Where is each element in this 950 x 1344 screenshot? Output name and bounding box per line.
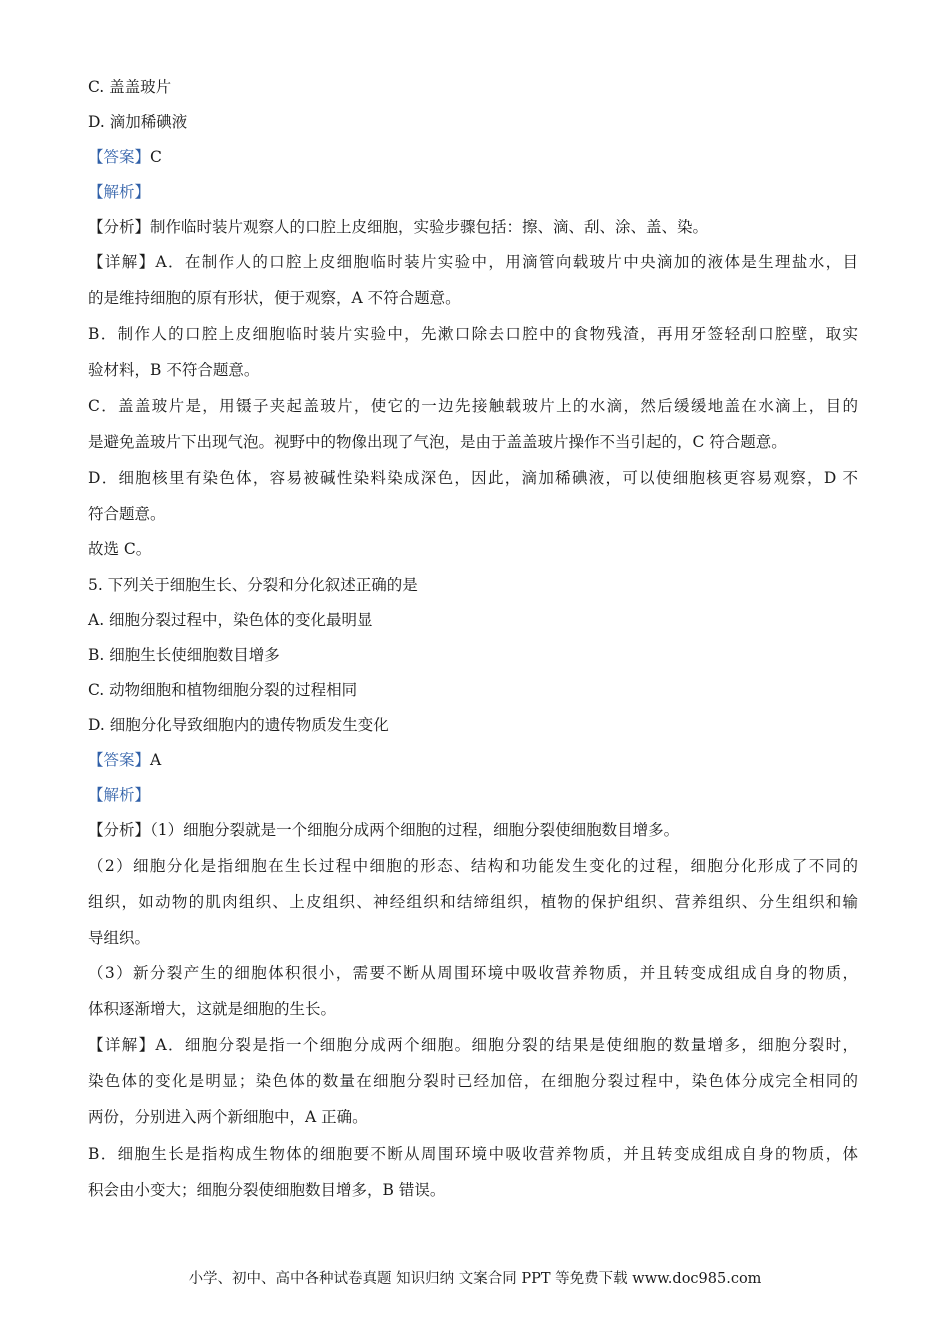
text-line [88, 251, 858, 273]
text-line [88, 1179, 858, 1201]
text-line [88, 891, 858, 913]
text-line [88, 503, 858, 525]
text-line [88, 1143, 858, 1165]
line-text: C. 动物细胞和植物细胞分裂的过程相同 [88, 681, 358, 699]
line-text: 组织，如动物的肌肉组织、上皮组织、神经组织和结缔组织，植物的保护组织、营养组织、分生组织和输 [88, 893, 858, 911]
text-line [88, 216, 858, 238]
line-text: 染色体的变化是明显；染色体的数量在细胞分裂时已经加倍，在细胞分裂过程中，染色体分成完全相同的 [88, 1072, 858, 1090]
text-line [88, 146, 858, 168]
text-line [88, 467, 858, 489]
line-text: 【详解】A．细胞分裂是指一个细胞分成两个细胞。细胞分裂的结果是使细胞的数量增多，细胞分裂时， [88, 1036, 858, 1054]
section-tag: 【答案】 [88, 148, 151, 166]
text-line [88, 1034, 858, 1056]
line-text: 【分析】制作临时装片观察人的口腔上皮细胞，实验步骤包括：擦、滴、刮、涂、盖、染。 [88, 218, 709, 236]
text-line [88, 76, 858, 98]
section-tag: 【解析】 [88, 183, 151, 201]
line-text: 【分析】（1）细胞分裂就是一个细胞分成两个细胞的过程，细胞分裂使细胞数目增多。 [88, 821, 680, 839]
line-text: 5. 下列关于细胞生长、分裂和分化叙述正确的是 [88, 576, 418, 594]
line-text: C. 盖盖玻片 [88, 78, 172, 96]
text-line [88, 784, 858, 806]
text-line [88, 1106, 858, 1128]
line-text: 是避免盖玻片下出现气泡。视野中的物像出现了气泡，是由于盖盖玻片操作不当引起的，C 符合题意。 [88, 433, 787, 451]
line-text: 【详解】A．在制作人的口腔上皮细胞临时装片实验中，用滴管向载玻片中央滴加的液体是生理盐水，目 [88, 253, 858, 271]
text-line [88, 1070, 858, 1092]
line-text: 积会由小变大；细胞分裂使细胞数目增多，B 错误。 [88, 1181, 446, 1199]
line-text: B. 细胞生长使细胞数目增多 [88, 646, 280, 664]
text-line [88, 644, 858, 666]
line-text: D. 细胞分化导致细胞内的遗传物质发生变化 [88, 716, 389, 734]
line-text: （2）细胞分化是指细胞在生长过程中细胞的形态、结构和功能发生变化的过程，细胞分化形成了不同的 [88, 857, 858, 875]
text-line [88, 679, 858, 701]
line-text: C．盖盖玻片是，用镊子夹起盖玻片，使它的一边先接触载玻片上的水滴，然后缓缓地盖在水滴上，目的 [88, 397, 858, 415]
line-text: 符合题意。 [88, 505, 166, 523]
text-line [88, 431, 858, 453]
text-line [88, 181, 858, 203]
line-text: 导组织。 [88, 929, 151, 947]
text-line [88, 998, 858, 1020]
line-text: 体积逐渐增大，这就是细胞的生长。 [88, 1000, 337, 1018]
text-line [88, 538, 858, 560]
text-line [88, 287, 858, 309]
line-text: 的是维持细胞的原有形状，便于观察，A 不符合题意。 [88, 289, 461, 307]
text-line [88, 714, 858, 736]
line-text: B．制作人的口腔上皮细胞临时装片实验中，先漱口除去口腔中的食物残渣，再用牙签轻刮口腔壁，取实 [88, 325, 858, 343]
section-tag: 【解析】 [88, 786, 151, 804]
text-line [88, 819, 858, 841]
line-text: （3）新分裂产生的细胞体积很小，需要不断从周围环境中吸收营养物质，并且转变成组成自身的物质， [88, 964, 858, 982]
line-text: B．细胞生长是指构成生物体的细胞要不断从周围环境中吸收营养物质，并且转变成组成自身的物质，体 [88, 1145, 858, 1163]
page-footer: 小学、初中、高中各种试卷真题 知识归纳 文案合同 PPT 等免费下载 www.doc985.com [188, 1271, 762, 1287]
text-line [88, 609, 858, 631]
text-line [88, 749, 858, 771]
line-text: A. 细胞分裂过程中，染色体的变化最明显 [88, 611, 373, 629]
line-text: C [150, 148, 162, 166]
line-text: 故选 C。 [88, 540, 152, 558]
line-text: 验材料，B 不符合题意。 [88, 361, 260, 379]
line-text: A [150, 751, 162, 769]
text-line [88, 395, 858, 417]
text-line [88, 323, 858, 345]
line-text: D．细胞核里有染色体，容易被碱性染料染成深色，因此，滴加稀碘液，可以使细胞核更容易观察，D 不 [88, 469, 858, 487]
line-text: D. 滴加稀碘液 [88, 113, 188, 131]
text-line [88, 359, 858, 381]
text-line [88, 927, 858, 949]
text-line [88, 111, 858, 133]
text-line [88, 574, 858, 596]
line-text: 两份，分别进入两个新细胞中，A 正确。 [88, 1108, 368, 1126]
text-line [88, 855, 858, 877]
section-tag: 【答案】 [88, 751, 151, 769]
text-line [88, 962, 858, 984]
